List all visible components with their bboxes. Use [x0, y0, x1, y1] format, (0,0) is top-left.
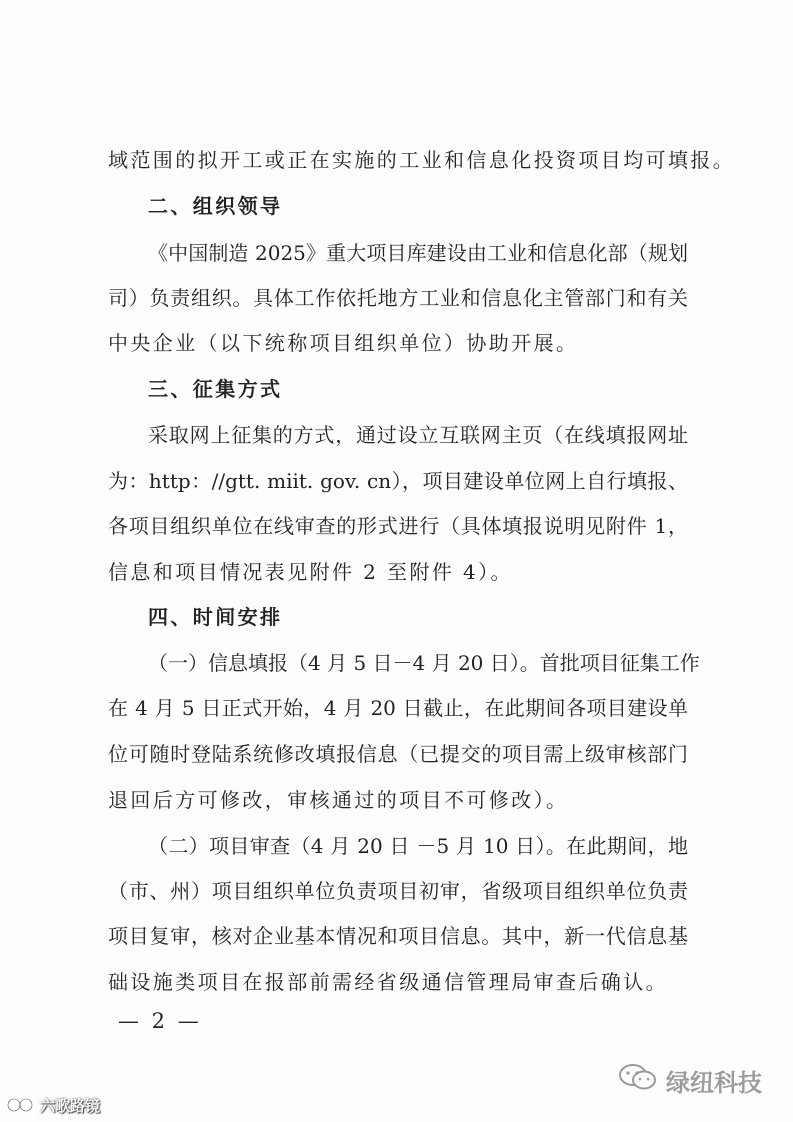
paragraph-line: 信息和项目情况表见附件 2 至附件 4）。 — [108, 560, 513, 584]
page-number: — 2 — — [118, 1009, 202, 1033]
wechat-account-name: 绿纽科技 — [666, 1068, 762, 1097]
paragraph-line: 在 4 月 5 日正式开始，4 月 20 日截止，在此期间各项目建设单 — [108, 696, 688, 720]
paragraph-line: 各项目组织单位在线审查的形式进行（具体填报说明见附件 1， — [108, 514, 688, 538]
paragraph-line: 采取网上征集的方式，通过设立互联网主页（在线填报网址 — [148, 423, 688, 447]
wechat-icon — [618, 1062, 658, 1098]
paragraph-line: 退回后方可修改，审核通过的项目不可修改）。 — [108, 788, 569, 812]
wechat-watermark — [618, 1062, 762, 1098]
source-logo-icon — [6, 1096, 36, 1114]
section-heading: 四、时间安排 — [148, 605, 283, 629]
paragraph-line: 司）负责组织。具体工作依托地方工业和信息化主管部门和有关 — [108, 286, 688, 310]
paragraph-line: 项目复审，核对企业基本情况和项目信息。其中，新一代信息基 — [108, 924, 688, 948]
paragraph-line: 中央企业（以下统称项目组织单位）协助开展。 — [108, 331, 579, 355]
paragraph-line: 《中国制造 2025》重大项目库建设由工业和信息化部（规划 — [148, 241, 688, 265]
paragraph-line: （一）信息填报（4 月 5 日－4 月 20 日）。首批项目征集工作 — [148, 651, 700, 675]
paragraph-line: 域范围的拟开工或正在实施的工业和信息化投资项目均可填报。 — [108, 148, 736, 172]
section-heading: 二、组织领导 — [148, 194, 283, 218]
section-heading: 三、征集方式 — [148, 377, 283, 401]
paragraph-line: 为：http：//gtt. miit. gov. cn），项目建设单位网上自行填报、 — [108, 469, 688, 493]
source-logo-text: 六歌路镜 — [40, 1096, 101, 1115]
paragraph-line: （市、州）项目组织单位负责项目初审，省级项目组织单位负责 — [108, 879, 688, 903]
source-watermark — [6, 1094, 100, 1116]
paragraph-line: 础设施类项目在报部前需经省级通信管理局审查后确认。 — [108, 970, 668, 994]
paragraph-line: （二）项目审查（4 月 20 日 －5 月 10 日）。在此期间，地 — [148, 834, 688, 858]
paragraph-line: 位可随时登陆系统修改填报信息（已提交的项目需上级审核部门 — [108, 742, 688, 766]
